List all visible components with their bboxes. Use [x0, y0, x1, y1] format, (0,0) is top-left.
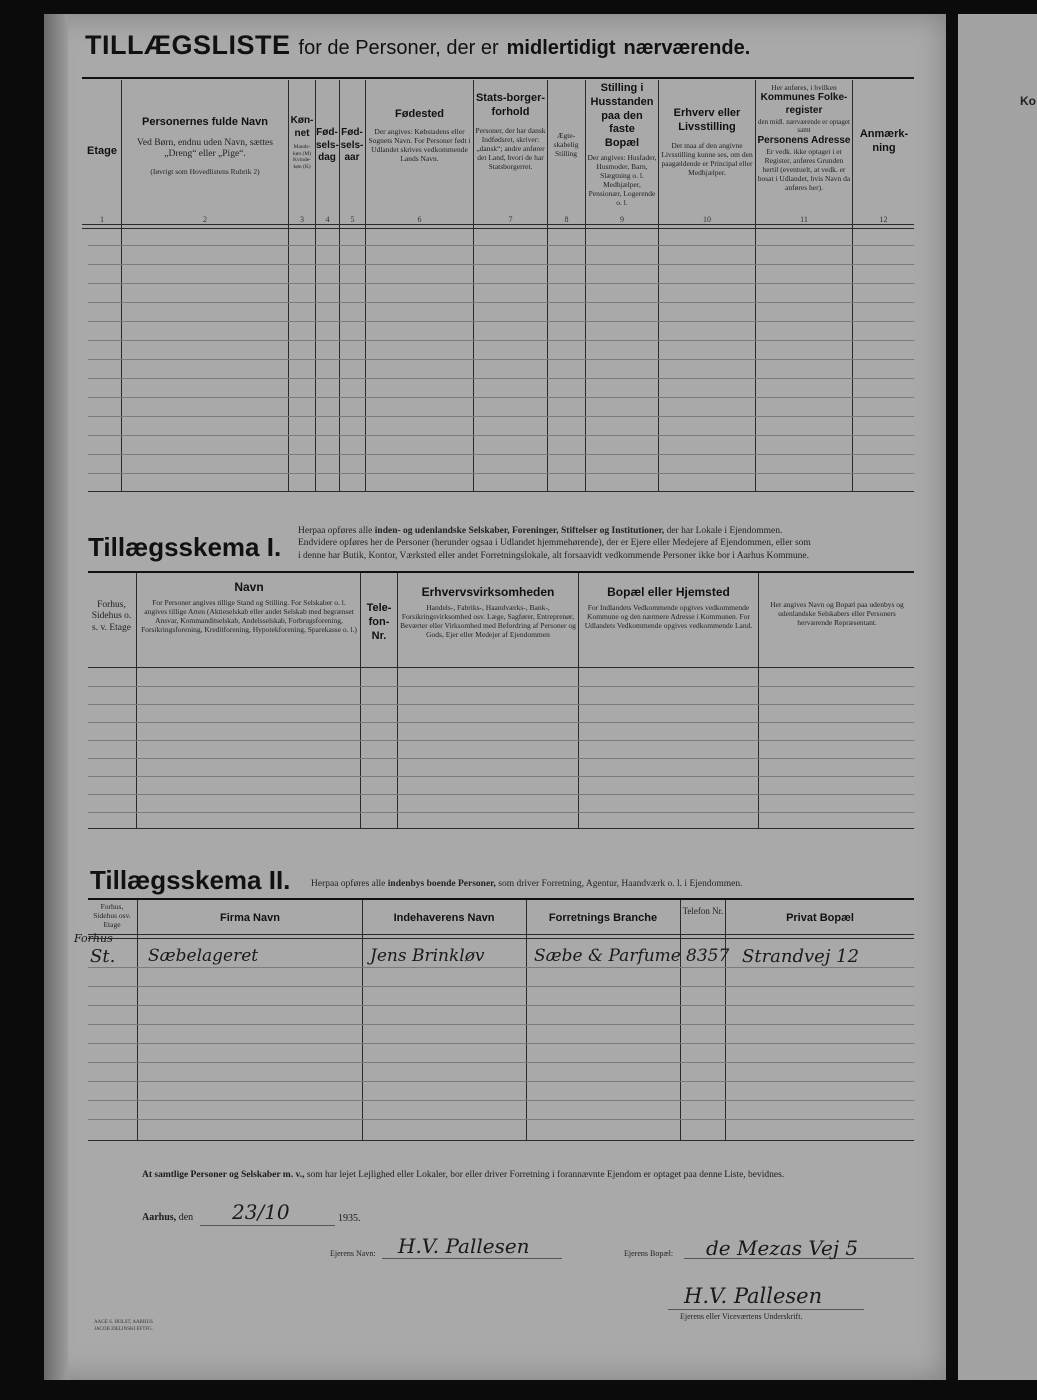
- skema1-desc-b: inden- og udenlandske Selskaber, Foreninger, Stiftelser og Institutioner,: [374, 526, 665, 536]
- s1-row-line: [88, 758, 914, 759]
- s2-h-etage: Forhus, Sidehus osv. Etage: [93, 902, 131, 929]
- t1-row-line: [88, 340, 914, 341]
- s1-h-etage: Forhus, Sidehus o. s. v. Etage: [91, 600, 132, 633]
- footer-date: 23/10: [232, 1200, 290, 1224]
- skema1-desc-line3: i denne har Butik, Kontor, Værksted eller andet Forretningslokale, alt forsaavidt vedkommende Personer ikke bor i Aarhus Kommune.: [298, 550, 810, 561]
- owner-name-label: Ejerens Navn:: [330, 1249, 376, 1258]
- t1-row-line: [88, 378, 914, 379]
- t1-row-line: [88, 321, 914, 322]
- s2-col-divider: [725, 900, 726, 1141]
- t1-h-erhverv-sub: Det maa af den angivne Livsstilling kunne ses, om den paagældende er Principal eller Medhjælper.: [661, 140, 753, 177]
- t1-col-divider: [658, 80, 659, 492]
- s2-row-line: [88, 967, 914, 968]
- owner-address: de Mezas Vej 5: [706, 1236, 859, 1260]
- s1-col-divider: [360, 573, 361, 829]
- skema1-desc-a: Herpaa opføres alle: [298, 526, 373, 536]
- t1-header-rule: [82, 224, 914, 225]
- main-title-text1: for de Personer, der er: [298, 37, 499, 59]
- s2-row-line: [88, 1100, 914, 1101]
- s2-col-divider: [680, 900, 681, 1141]
- s2-row-line: [88, 986, 914, 987]
- s1-col-divider: [136, 573, 137, 829]
- t1-h-folkeregister-pre: Her anføres, i hvilken: [771, 83, 837, 92]
- s2-h-branche: Forretnings Branche: [548, 912, 658, 924]
- skema2-title: Tillægsskema II.: [90, 865, 291, 895]
- t1-h-fodselsaar: Fød-sels-aar: [340, 127, 364, 163]
- t1-h-erhverv-title: Erhverv eller Livsstilling: [673, 107, 741, 133]
- s1-h-bopael: [581, 585, 756, 630]
- t1-h-stilling-title: Stilling i Husstanden paa den faste: [590, 82, 654, 136]
- t1-row-line: [88, 245, 914, 246]
- s1-h-erhverv-sub: Handels-, Fabriks-, Haandværks-, Bank-, Forsikringsvirksomhed osv. Læge, Sagfører, Entreprenør, Beværter eller Virksomhed med Befordring af Personer og Gods, Ejer eller Medejer af Ejendommen: [400, 603, 576, 639]
- footer-statement-text: som har lejet Lejlighed eller Lokaler, bor eller driver Forretning i forannævnte Ejendom er optaget paa denne Liste, bevidnes.: [306, 1170, 785, 1180]
- s2-row-line: [88, 1005, 914, 1006]
- skema2-description: [311, 878, 911, 890]
- s2-row-branche: Sæbe & Parfume: [534, 946, 681, 966]
- t1-h-navn-title: Personernes fulde Navn: [142, 116, 268, 128]
- s1-row-line: [88, 704, 914, 705]
- s1-row-line: [88, 722, 914, 723]
- t1-colnum: 1: [100, 215, 104, 224]
- s2-header-rule: [88, 934, 914, 935]
- s1-h-erhverv: [400, 585, 576, 639]
- s1-col-divider: [397, 573, 398, 829]
- t1-h-stilling: [587, 82, 657, 207]
- t1-col-divider: [585, 80, 586, 492]
- date-line: [200, 1225, 335, 1226]
- main-title-bold: TILLÆGSLISTE: [85, 30, 291, 60]
- s1-h-bopael-sub: For Indlandets Vedkommende opgives vedkommende Kommune og den nærmere Adresse i Kommunen. For Udlandets Vedkommende opgives vedkommende Land.: [584, 603, 753, 630]
- s1-row-line: [88, 776, 914, 777]
- t1-h-navn: [124, 116, 286, 176]
- s2-col-divider: [137, 900, 138, 1141]
- t1-row-line: [88, 283, 914, 284]
- t1-top-rule: [82, 77, 914, 79]
- footer-den: den: [178, 1212, 194, 1223]
- t1-colnum: 2: [203, 215, 207, 224]
- t1-h-navn-sub: Ved Børn, endnu uden Navn, sættes „Dreng“ eller „Pige“.: [137, 137, 273, 160]
- s1-row-line: [88, 812, 914, 813]
- t1-colnum: 4: [325, 215, 330, 224]
- t1-h-folkeregister-mid: den midl. nærværende er optaget samt: [758, 118, 850, 135]
- main-title-text3: nærværende.: [623, 37, 751, 59]
- t1-row-line: [88, 416, 914, 417]
- s2-row-indehaver: Jens Brinkløv: [370, 946, 485, 966]
- t1-h-fodselsdag: Fød-sels-dag: [316, 127, 339, 163]
- t1-h-fodested: [368, 108, 471, 163]
- s2-row-firma: Sæbelageret: [148, 946, 259, 966]
- t1-h-statsborger-title: Stats-borger-forhold: [475, 92, 546, 118]
- s1-col-divider: [578, 573, 579, 829]
- s2-top-rule: [88, 898, 914, 900]
- t1-colnum: 3: [300, 215, 304, 224]
- s1-h-navn-title: Navn: [234, 580, 264, 594]
- s2-bottom-rule: [88, 1140, 914, 1141]
- s2-col-divider: [362, 900, 363, 1141]
- t1-header-rule2: [82, 228, 914, 229]
- t1-h-etage: Etage: [87, 145, 117, 157]
- skema1-title: Tillægsskema I.: [88, 532, 282, 562]
- s1-row-line: [88, 794, 914, 795]
- s2-col-divider: [526, 900, 527, 1141]
- signature-label: Ejerens eller Viceværtens Underskrift.: [680, 1312, 803, 1321]
- t1-h-kon-sub: Mands-køn (M) Kvinde-køn (K): [292, 144, 312, 170]
- s2-h-indehaver: Indehaverens Navn: [393, 912, 495, 924]
- skema1-description: [298, 525, 914, 562]
- s2-row-line: [88, 1024, 914, 1025]
- s1-row-line: [88, 686, 914, 687]
- t1-row-line: [88, 264, 914, 265]
- t1-col-divider: [365, 80, 366, 492]
- t1-row-line: [88, 302, 914, 303]
- s2-row-telefon: 8357: [686, 946, 730, 966]
- footer-city: [142, 1212, 193, 1223]
- footer-city-name: Aarhus,: [142, 1212, 177, 1223]
- t1-h-aegteskab: Ægte-skabelig Stilling: [553, 131, 579, 158]
- t1-col-divider: [852, 80, 853, 492]
- footer-year: 1935.: [338, 1213, 361, 1224]
- t1-row-line: [88, 454, 914, 455]
- s2-h-telefon: Telefon Nr.: [682, 906, 724, 916]
- main-title-text2: midlertidigt: [506, 37, 616, 59]
- facing-page-text: Ko: [1020, 94, 1036, 108]
- s2-row-etage-top: Forhus: [74, 932, 113, 945]
- t1-h-stilling-bold: Bopæl: [604, 137, 640, 149]
- t1-colnum: 5: [350, 215, 355, 224]
- skema2-desc-a: Herpaa opføres alle: [311, 879, 386, 889]
- t1-h-fodested-title: Fødested: [395, 108, 444, 120]
- t1-h-erhverv: [660, 107, 754, 177]
- s2-row-bopael: Strandvej 12: [742, 946, 860, 967]
- t1-colnum: 9: [620, 215, 624, 224]
- s1-row-line: [88, 740, 914, 741]
- s2-row-line: [88, 1119, 914, 1120]
- t1-row-line: [88, 359, 914, 360]
- s2-row-line: [88, 1081, 914, 1082]
- footer-statement: [142, 1170, 914, 1180]
- t1-h-statsborger-sub: Personer, der har dansk Indfødsret, skriver: „dansk“; andre anfører det Land, hvori de har Statsborgerret.: [475, 125, 546, 171]
- s1-col-divider: [758, 573, 759, 829]
- skema1-desc-c: der har Lokale i Ejendommen.: [666, 526, 783, 536]
- s2-h-firma: Firma Navn: [220, 912, 280, 924]
- t1-row-line: [88, 397, 914, 398]
- t1-colnum: 6: [417, 215, 422, 224]
- s1-top-rule: [88, 571, 914, 573]
- page-binding: [44, 14, 68, 1380]
- t1-col-divider: [755, 80, 756, 492]
- s2-row-line: [88, 1043, 914, 1044]
- t1-col-divider: [121, 80, 122, 492]
- s1-h-navn: [140, 580, 358, 634]
- t1-h-kon-title: Køn-net: [290, 115, 314, 139]
- printer-imprint: AAGE S. HOLST, AARHUS JACOB ZIELINSKI EFTFG.: [94, 1320, 154, 1332]
- s2-header-rule2: [88, 938, 914, 939]
- t1-h-folkeregister-sub: Er vedk. ikke optaget i et Register, anføres Grunden hertil (eventuelt, at vedk. er bosat i Udlandet, hvis Navn da anføres her).: [757, 147, 851, 193]
- main-title: [85, 30, 750, 61]
- s1-header-rule: [88, 667, 914, 668]
- t1-colnum: 8: [564, 215, 569, 224]
- t1-row-line: [88, 435, 914, 436]
- s1-bottom-rule: [88, 828, 914, 829]
- t1-colnum: 11: [800, 215, 808, 224]
- signature-line: [668, 1309, 864, 1310]
- s2-h-bopael: Privat Bopæl: [786, 912, 854, 924]
- t1-h-kon: [290, 115, 314, 170]
- skema2-desc-c: som driver Forretning, Agentur, Haandværk o. l. i Ejendommen.: [498, 879, 743, 889]
- s2-row-line: [88, 1062, 914, 1063]
- t1-h-stilling-sub: Der angives: Husfader, Husmoder, Barn, Slægtning o. l. Medhjælper, Pensionær, Logerende o. l.: [587, 152, 657, 207]
- owner-name: H.V. Pallesen: [398, 1234, 530, 1258]
- s2-row-etage: St.: [90, 946, 116, 967]
- t1-h-fodested-sub: Der angives: Købstadens eller Sognets Navn. For Personer født i Udlandet skrives vedkommende Lands Navn.: [368, 126, 471, 163]
- t1-colnum: 12: [879, 215, 888, 224]
- t1-h-folkeregister-bold: Personens Adresse: [757, 134, 851, 146]
- t1-colnum: 10: [703, 215, 711, 224]
- s1-h-erhverv-title: Erhvervsvirksomheden: [421, 585, 555, 599]
- owner-address-label: Ejerens Bopæl:: [624, 1249, 674, 1258]
- footer-statement-bold: At samtlige Personer og Selskaber m. v.,: [142, 1170, 305, 1180]
- t1-h-folkeregister-title: Kommunes Folke-register: [760, 92, 848, 116]
- t1-col-divider: [473, 80, 474, 492]
- owner-name-line: [382, 1258, 562, 1259]
- t1-h-navn-note: (Iøvrigt som Hovedlistens Rubrik 2): [150, 166, 260, 176]
- skema1-desc-line2: Endvidere opføres her de Personer (herunder ogsaa i Udlandet hjemmehørende), der er Ejere eller Medejere af Ejendommen, eller som: [298, 538, 811, 549]
- t1-h-statsborger: [475, 92, 546, 171]
- t1-col-divider: [288, 80, 289, 492]
- t1-h-folkeregister: [757, 83, 851, 192]
- facing-page: [958, 14, 1037, 1380]
- t1-colnum: 7: [508, 215, 513, 224]
- skema2-desc-b: indenbys boende Personer,: [387, 879, 496, 889]
- s1-h-navn-sub: For Personer angives tillige Stand og Stilling. For Selskaber o. l. angives tillige Arten (Aktieselskab eller andet Selskab med begrænset Ansvar, Kommanditselskab, Andelsselskab, Forbrugsforening, Forsikringsforening, Kreditforening, Hypotekforening, Sparekasse o. l.): [141, 598, 357, 634]
- signature: H.V. Pallesen: [684, 1284, 823, 1308]
- s1-h-telefon: Tele-fon-Nr.: [366, 602, 392, 642]
- t1-bottom-rule: [88, 491, 914, 492]
- t1-row-line: [88, 473, 914, 474]
- s1-h-repraesentant: Her angives Navn og Bopæl paa udenbys og udenlandske Selskabers eller Personers herværende Repræsentant.: [770, 600, 904, 627]
- s1-h-bopael-title: Bopæl eller Hjemsted: [607, 585, 730, 599]
- t1-h-anmaerkning: Anmærk-ning: [859, 128, 909, 154]
